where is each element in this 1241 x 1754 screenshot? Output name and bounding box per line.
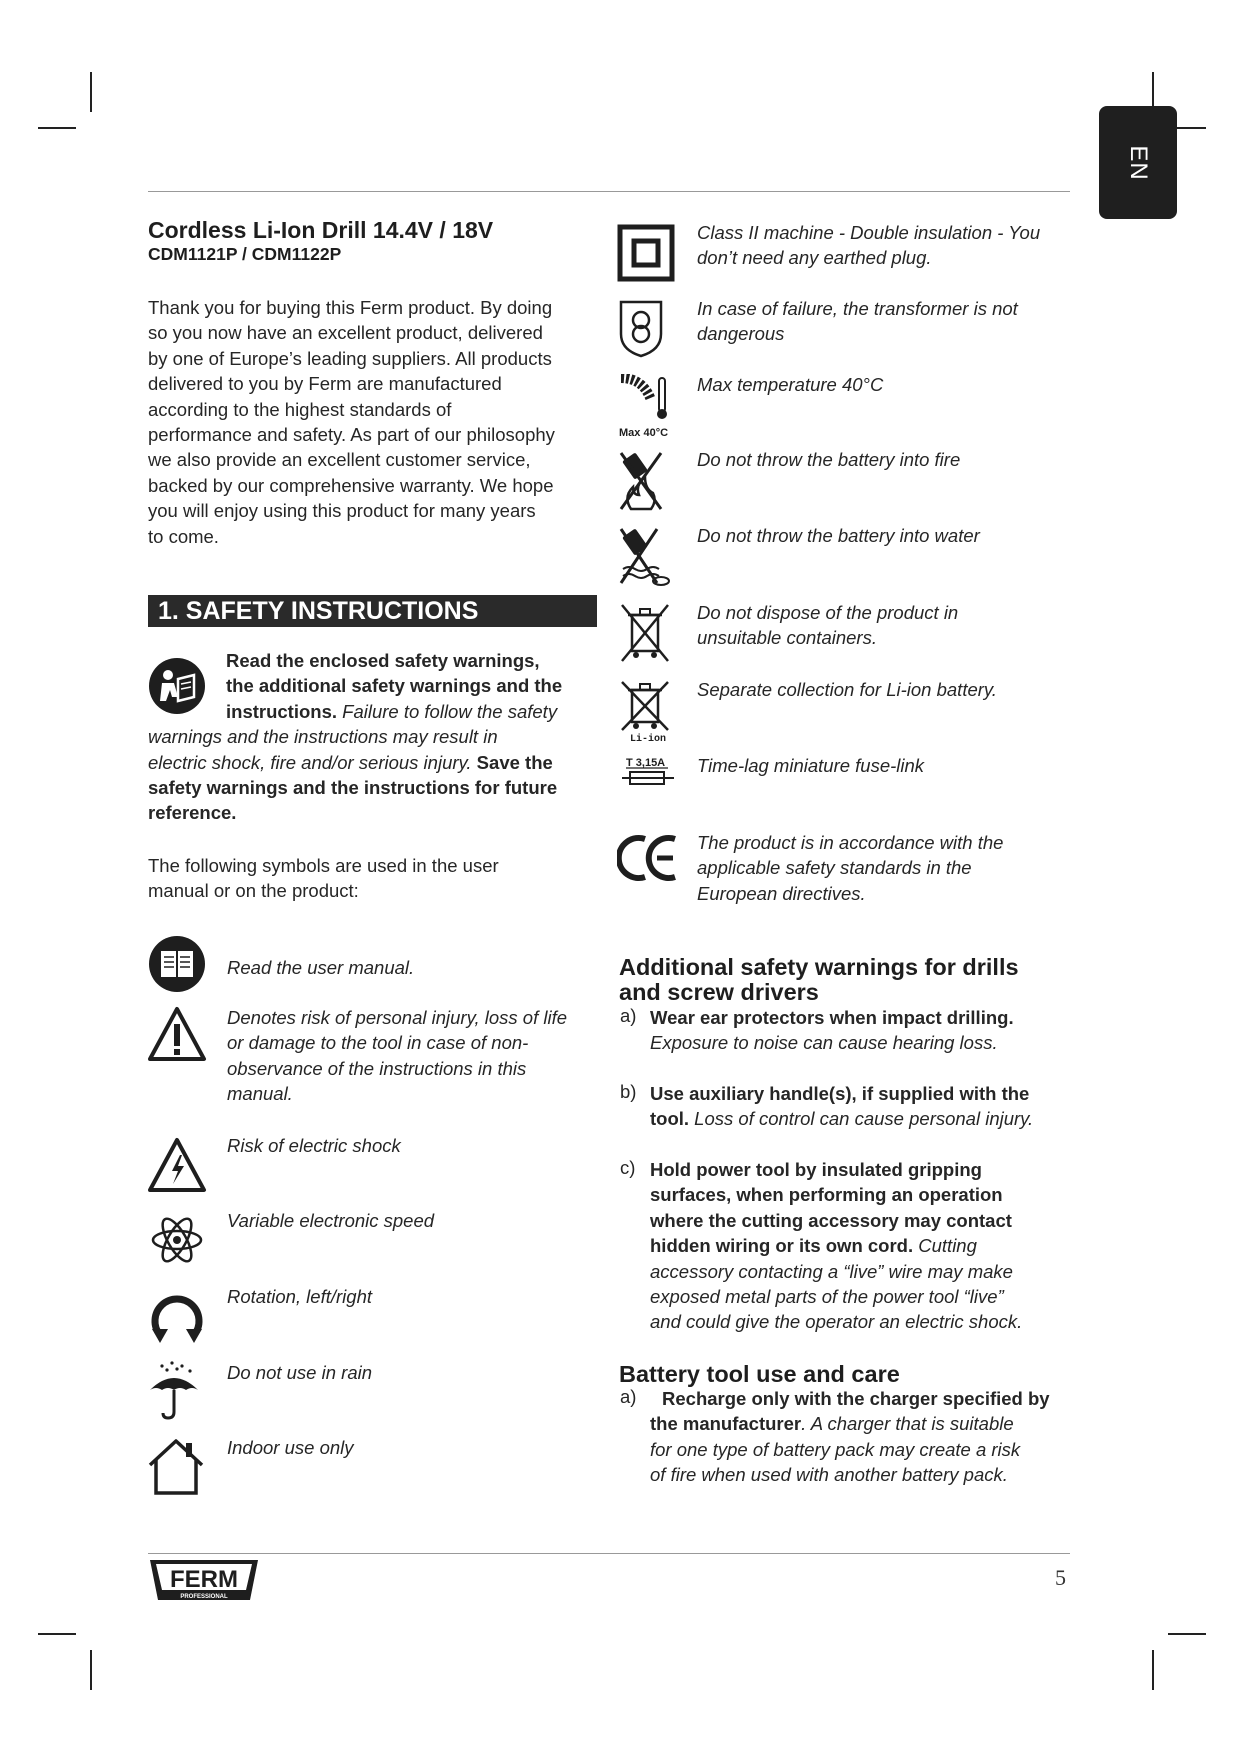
warning-line: Read the enclosed safety warnings, xyxy=(226,650,540,671)
transformer-line: dangerous xyxy=(697,323,785,345)
class-2-line: Class II machine - Double insulation - You xyxy=(697,222,1041,243)
intro-line: we also provide an excellent customer service, xyxy=(148,449,531,471)
additional-item-b xyxy=(650,1081,1090,1132)
intro-line: according to the highest standards of xyxy=(148,398,452,420)
risk-injury-line: Denotes risk of personal injury, loss of life xyxy=(227,1007,568,1028)
no-fire-text: Do not throw the battery into fire xyxy=(697,449,961,470)
warning-line: Failure to follow the safety xyxy=(337,700,558,722)
symbols-intro-line: manual or on the product: xyxy=(148,880,359,902)
intro-line: so you now have an excellent product, delivered xyxy=(148,322,543,344)
intro-line: performance and safety. As part of our philosophy xyxy=(148,424,555,446)
logo-subtext: PROFESSIONAL xyxy=(180,1594,228,1600)
safety-warning-paragraph xyxy=(148,648,598,826)
class-2-double-insulation-icon xyxy=(617,224,675,282)
product-title: Cordless Li-Ion Drill 14.4V / 18V xyxy=(148,217,494,243)
read-manual-book-icon xyxy=(148,935,206,993)
item-letter: b) xyxy=(620,1081,637,1102)
intro-line: to come. xyxy=(148,525,219,547)
battery-item-a xyxy=(650,1386,1100,1488)
ce-line: The product is in accordance with the xyxy=(697,832,1004,853)
item-line: Exposure to noise can cause hearing loss. xyxy=(650,1032,998,1054)
additional-item-c xyxy=(650,1157,1090,1335)
crop-mark xyxy=(1152,1650,1154,1690)
no-fire-icon xyxy=(617,449,667,513)
item-line: Use auxiliary handle(s), if supplied with the xyxy=(650,1083,1030,1104)
logo-text: FERM xyxy=(170,1566,238,1593)
max-temp-text: Max temperature 40°C xyxy=(697,374,884,395)
risk-injury-line: manual. xyxy=(227,1083,293,1105)
item-letter: a) xyxy=(620,1386,637,1407)
warning-line: Save the xyxy=(471,751,553,773)
li-ion-icon-label: Li-ion xyxy=(630,734,667,742)
crossed-bin-icon xyxy=(620,603,670,663)
intro-line: Thank you for buying this Ferm product. By doing xyxy=(148,297,553,318)
additional-item-a xyxy=(650,1005,1090,1056)
ferm-logo xyxy=(148,1558,260,1604)
dispose-text xyxy=(697,600,1097,651)
item-line: . A charger that is suitable xyxy=(801,1413,1014,1435)
product-models: CDM1121P / CDM1122P xyxy=(148,244,342,264)
intro-line: you will enjoy using this product for many years xyxy=(148,500,536,522)
additional-heading-line: Additional safety warnings for drills xyxy=(619,954,1019,980)
electric-shock-icon xyxy=(147,1137,207,1193)
item-line: of fire when used with another battery pack. xyxy=(650,1464,1008,1486)
item-line: accessory contacting a “live” wire may make xyxy=(650,1260,1013,1282)
item-line: hidden wiring or its own cord. xyxy=(650,1235,914,1257)
no-water-icon xyxy=(617,525,673,587)
item-line: where the cutting accessory may contact xyxy=(650,1209,1012,1231)
class-2-line: don’t need any earthed plug. xyxy=(697,247,932,269)
item-letter: c) xyxy=(620,1157,636,1178)
item-line: Cutting xyxy=(913,1235,977,1257)
header-rule xyxy=(148,191,1070,192)
dispose-line: unsuitable containers. xyxy=(697,627,877,649)
warning-line: reference. xyxy=(148,802,237,824)
item-line: and could give the operator an electric shock. xyxy=(650,1311,1023,1333)
warning-line: instructions. xyxy=(226,700,338,722)
variable-speed-atom-icon xyxy=(150,1213,204,1267)
item-line: Loss of control can cause personal injury. xyxy=(689,1108,1034,1130)
warning-triangle-icon xyxy=(147,1006,207,1062)
transformer-text xyxy=(697,296,1097,347)
warning-line: the additional safety warnings and the xyxy=(226,675,563,697)
transformer-line: In case of failure, the transformer is not xyxy=(697,298,1018,319)
section-heading-bar xyxy=(148,595,597,627)
warning-line: electric shock, fire and/or serious injury. xyxy=(148,751,472,773)
item-letter: a) xyxy=(620,1005,637,1026)
section-heading: 1. SAFETY INSTRUCTIONS xyxy=(158,597,479,625)
ce-line: European directives. xyxy=(697,882,866,904)
fuse-icon-label: T 3,15A xyxy=(626,757,666,769)
page-number: 5 xyxy=(1055,1565,1066,1590)
fuse-link-icon xyxy=(620,755,676,791)
electric-shock-text: Risk of electric shock xyxy=(227,1135,401,1156)
li-ion-text: Separate collection for Li-ion battery. xyxy=(697,679,997,700)
warning-line: warnings and the instructions may result in xyxy=(148,726,498,748)
item-line: Hold power tool by insulated gripping xyxy=(650,1159,982,1180)
risk-injury-line: or damage to the tool in case of non- xyxy=(227,1032,529,1054)
crop-mark xyxy=(90,72,92,112)
intro-line: by one of Europe’s leading suppliers. All products xyxy=(148,347,552,369)
rotation-text: Rotation, left/right xyxy=(227,1286,372,1307)
no-water-text: Do not throw the battery into water xyxy=(697,525,980,546)
item-line: for one type of battery pack may create a risk xyxy=(650,1438,1021,1460)
item-line: the manufacturer xyxy=(650,1413,802,1435)
safety-transformer-icon xyxy=(617,298,665,358)
fuse-text: Time-lag miniature fuse-link xyxy=(697,755,925,776)
ce-text xyxy=(697,830,1097,906)
ce-mark-icon xyxy=(617,833,679,883)
item-line: exposed metal parts of the power tool “live” xyxy=(650,1286,1004,1308)
item-line: tool. xyxy=(650,1108,690,1130)
indoor-house-icon xyxy=(146,1435,206,1497)
max-temp-icon-label: Max 40°C xyxy=(619,427,669,438)
class-2-text xyxy=(697,220,1097,271)
item-line: surfaces, when performing an operation xyxy=(650,1184,1003,1206)
additional-heading-line: and screw drivers xyxy=(619,979,819,1005)
intro-paragraph xyxy=(148,295,598,549)
crop-mark xyxy=(38,1633,76,1635)
language-label: EN xyxy=(1125,144,1152,181)
read-manual-text: Read the user manual. xyxy=(227,957,415,978)
max-temperature-icon xyxy=(617,374,673,438)
warning-line: safety warnings and the instructions for future xyxy=(148,777,558,799)
variable-speed-text: Variable electronic speed xyxy=(227,1210,435,1231)
crop-mark xyxy=(1168,1633,1206,1635)
intro-line: backed by our comprehensive warranty. We hope xyxy=(148,474,554,496)
footer-rule xyxy=(148,1553,1070,1554)
dispose-line: Do not dispose of the product in xyxy=(697,602,959,623)
risk-injury-line: observance of the instructions in this xyxy=(227,1057,527,1079)
ce-line: applicable safety standards in the xyxy=(697,857,972,879)
additional-warnings-heading xyxy=(619,955,1019,1005)
symbols-intro xyxy=(148,853,598,904)
crop-mark xyxy=(38,127,76,129)
battery-heading: Battery tool use and care xyxy=(619,1361,900,1387)
no-rain-text: Do not use in rain xyxy=(227,1362,373,1383)
rotation-icon xyxy=(146,1287,208,1345)
item-line: Recharge only with the charger specified by xyxy=(662,1388,1050,1409)
intro-line: delivered to you by Ferm are manufactured xyxy=(148,373,502,395)
no-rain-umbrella-icon xyxy=(146,1360,202,1422)
li-ion-bin-icon xyxy=(620,680,670,742)
item-line: Wear ear protectors when impact drilling. xyxy=(650,1007,1014,1028)
indoor-text: Indoor use only xyxy=(227,1437,354,1458)
risk-injury-text xyxy=(227,1005,607,1107)
symbols-intro-line: The following symbols are used in the user xyxy=(148,855,499,876)
language-tab xyxy=(1099,106,1177,219)
crop-mark xyxy=(90,1650,92,1690)
